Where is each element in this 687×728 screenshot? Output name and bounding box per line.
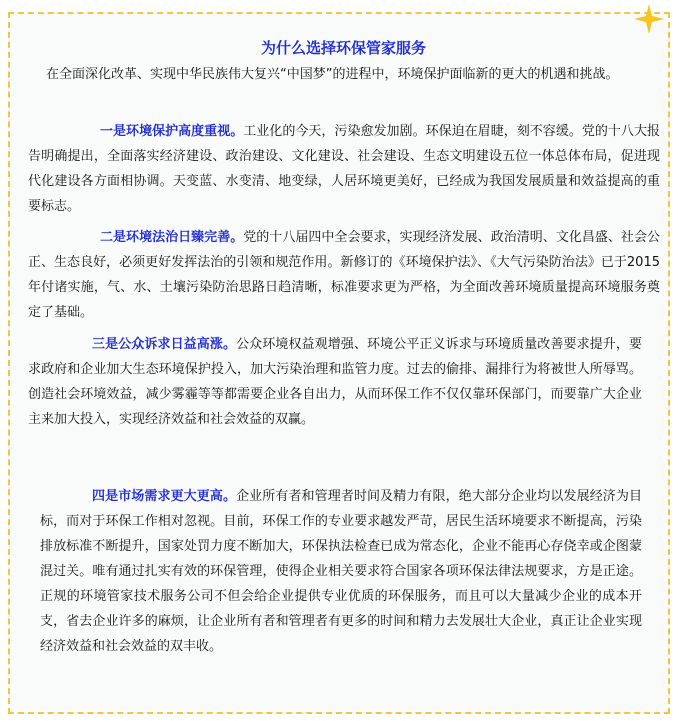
section-3-heading: 三是公众诉求日益高涨。 [92, 337, 237, 352]
section-2-heading: 二是环境法治日臻完善。 [100, 230, 244, 245]
section-2-body: 党的十八届四中全会要求，实现经济发展、政治清明、文化昌盛、社会公正、生态良好，必须更好发挥法治的引领和规范作用。新修订的《环境保护法》、《大气污染防治法》已于2015年付诸实施，气、水、土壤污染防治思路日趋清晰，标准要求更为严格，为全面改善环境质量提高环境服务奠定了基础。 [28, 230, 660, 320]
section-paragraph-4 [40, 484, 642, 659]
section-1-body: 工业化的今天，污染愈发加剧。环保迫在眉睫，刻不容缓。党的十八大报告明确提出，全面落实经济建设、政治建设、文化建设、社会建设、生态文明建设五位一体总体布局，促进现代化建设各方面相协调。天变蓝、水变清、地变绿，人居环境更美好，已经成为我国发展质量和效益提高的重要标志。 [28, 124, 660, 214]
section-paragraph-2 [28, 225, 660, 325]
sparkle-icon [634, 4, 664, 34]
intro-paragraph: 在全面深化改革、实现中华民族伟大复兴“中国梦”的进程中，环境保护面临新的更大的机遇和挑战。 [46, 67, 619, 82]
section-4-heading: 四是市场需求更大更高。 [92, 489, 237, 504]
article-title: 为什么选择环保管家服务 [260, 39, 426, 57]
section-3-body: 公众环境权益观增强、环境公平正义诉求与环境质量改善要求提升，要求政府和企业加大生态环境保护投入，加大污染治理和监管力度。过去的偷排、漏排行为将被世人所辱骂。创造社会环境效益，减少雾霾等等都需要企业各自出力，从而环保工作不仅仅靠环保部门，而要靠广大企业主来加大投入，实现经济效益和社会效益的双赢。 [28, 337, 642, 427]
section-1-heading: 一是环境保护高度重视。 [100, 124, 244, 139]
section-4-body: 企业所有者和管理者时间及精力有限，绝大部分企业均以发展经济为目标，而对于环保工作相对忽视。目前，环保工作的专业要求越发严苛，居民生活环境要求不断提高，污染排放标准不断提升，国家处罚力度不断加大，环保执法检查已成为常态化，企业不能再心存侥幸或企图蒙混过关。唯有通过扎实有效的环保管理，使得企业相关要求符合国家各项环保法律法规要求，方是正途。正规的环境管家技术服务公司不但会给企业提供专业优质的环保服务，而且可以大量减少企业的成本开支，省去企业许多的麻烦，让企业所有者和管理者有更多的时间和精力去发展壮大企业，真正让企业实现经济效益和社会效益的双丰收。 [40, 489, 642, 654]
section-paragraph-1 [28, 119, 660, 219]
section-paragraph-3 [28, 332, 642, 432]
